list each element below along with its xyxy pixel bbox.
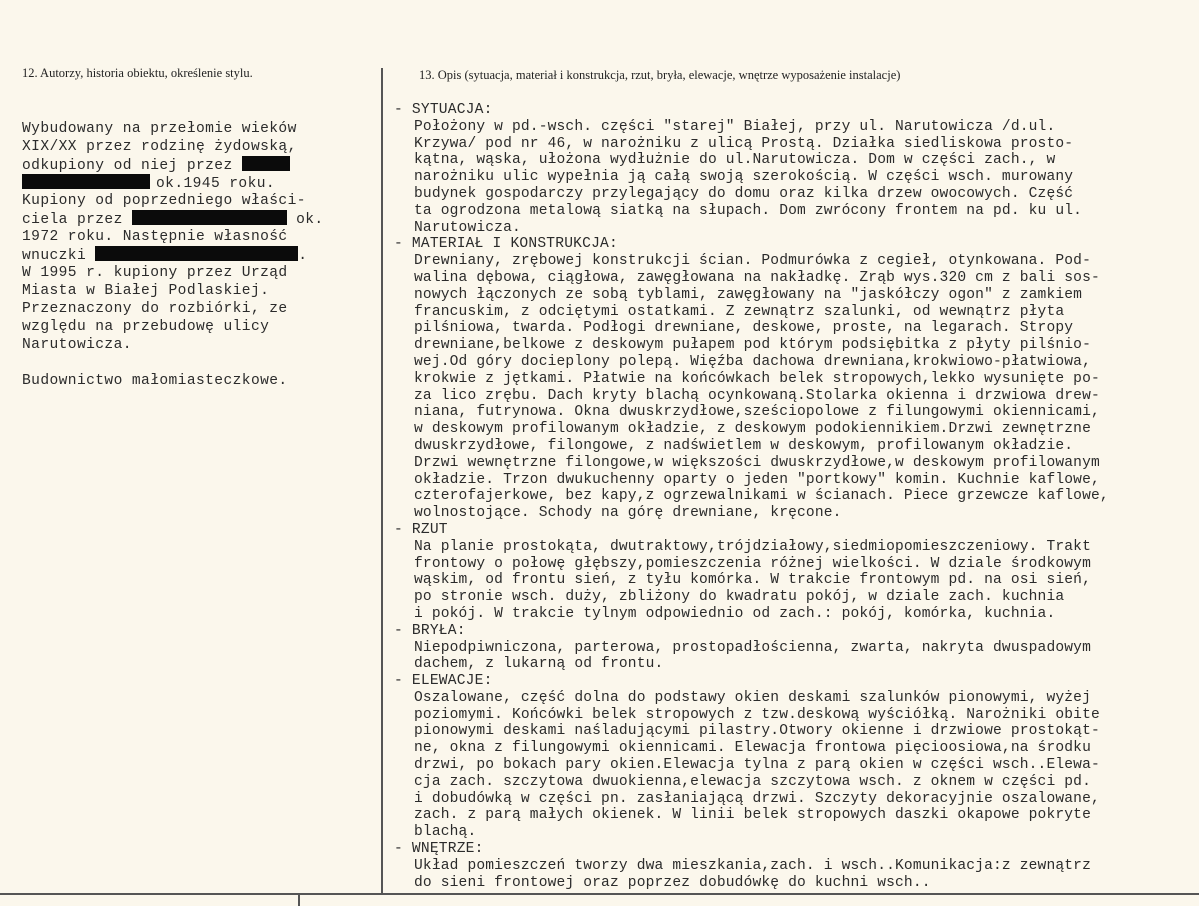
section-body-line: kątna, wąska, ułożona wydłużnie do ul.Narutowicza. Dom w części zach., w (414, 152, 1056, 169)
section-body-line: Niepodpiwniczona, parterowa, prostopadłościenna, zwarta, nakryta dwuspadowym (414, 639, 1091, 656)
section-body-line: ne, okna z filungowymi okiennicami. Elewacja frontowa pięcioosiowa,na środku (414, 740, 1091, 757)
history-line (22, 246, 372, 264)
history-line: względu na przebudowę ulicy (22, 319, 270, 335)
section-title: - WNĘTRZE: (394, 841, 484, 858)
section-body-line: ta ogrodzona metalową siatką na słupach. Dom zwrócony frontem na pd. ku ul. (414, 202, 1083, 219)
section-body-line: pilśniowa, twarda. Podłogi drewniane, deskowe, proste, na legarach. Stropy (414, 320, 1074, 337)
description-text (394, 102, 1194, 891)
history-line: 1972 roku. Następnie własność (22, 229, 288, 245)
section-13-heading: 13. Opis (sytuacja, materiał i konstrukcja, rzut, bryła, elewacje, wnętrze wyposażenie instalacje) (419, 68, 901, 82)
history-line: Przeznaczony do rozbiórki, ze (22, 301, 288, 317)
section-title: - ELEWACJE: (394, 673, 493, 690)
section-body-line: Układ pomieszczeń tworzy dwa mieszkania,zach. i wsch..Komunikacja:z zewnątrz (414, 857, 1091, 874)
section-body-line: Drzwi wewnętrzne filongowe,w większości dwuskrzydłowe,w deskowym profilowanym (414, 454, 1100, 471)
section-body-line: frontowy o połowę głębszy,pomieszczenia różnej wielkości. W dziale środkowym (414, 555, 1091, 572)
section-body-line: wej.Od góry docieplony polepą. Więźba dachowa drewniana,krokwiowo-płatwiowa, (414, 353, 1091, 370)
bottom-tick (298, 893, 300, 906)
history-line (22, 174, 372, 192)
section-body-line: narożniku ulic wypełnia ją całą swoją szerokością. W części wsch. murowany (414, 169, 1074, 186)
history-line: Miasta w Białej Podlaskiej. (22, 283, 270, 299)
section-title: - SYTUACJA: (394, 102, 493, 118)
history-line-text: ok. (286, 212, 324, 228)
section-title: - MATERIAŁ I KONSTRUKCJA: (394, 236, 618, 253)
section-body-line: blachą. (414, 824, 477, 841)
bottom-rule (0, 893, 1199, 895)
history-line-text: odkupiony od niej przez (22, 158, 242, 174)
history-line (22, 156, 372, 174)
section-body-line: Krzywa/ pod nr 46, w narożniku z ulicą Prostą. Działka siedliskowa prosto- (414, 135, 1074, 152)
section-12-heading: 12. Autorzy, historia obiektu, określenie stylu. (22, 66, 253, 80)
section-body-line: budynek gospodarczy przylegający do domu oraz kilka drzew owocowych. Część (414, 185, 1074, 202)
section-body-line: czterofajerkowe, bez kapy,z ogrzewalnikami w ścianach. Piece grzewcze kaflowe, (414, 488, 1109, 505)
redaction-block (132, 210, 287, 225)
history-line: Narutowicza. (22, 337, 132, 353)
section-body-line: Drewniany, zrębowej konstrukcji ścian. Podmurówka z cegieł, otynkowana. Pod- (414, 253, 1091, 270)
history-text (22, 120, 372, 390)
section-body-line: w deskowym profilowanym okładzie, z deskowym podokiennikiem.Drzwi zewnętrzne (414, 421, 1091, 438)
section-body-line: drewniane,belkowe z deskowym pułapem pod którym podsiębitka z płyty pilśnio- (414, 337, 1091, 354)
section-body-line: krokwie z jętkami. Płatwie na końcówkach belek stropowych,lekko wysunięte po- (414, 370, 1100, 387)
section-title: - RZUT (394, 521, 448, 538)
section-body-line: niana, futrynowa. Okna dwuskrzydłowe,sześciopolowe z filungowymi okiennicami, (414, 404, 1100, 421)
section-body-line: wolnostojące. Schody na górę drewniane, kręcone. (414, 505, 842, 522)
section-body-line: pionowymi deskami naśladującymi pilastry.Otwory okienne i drzwiowe prostokąt- (414, 723, 1100, 740)
history-line-text: . (298, 248, 308, 264)
history-line: Budownictwo małomiasteczkowe. (22, 373, 288, 389)
section-body-line: zach. z parą małych okienek. W linii belek stropowych daszki okapowe pokryte (414, 807, 1091, 824)
section-body-line: walina dębowa, ciągłowa, zawęgłowana na nakładkę. Zrąb wys.320 cm z bali sos- (414, 269, 1100, 286)
section-body-line: i dobudówką w części pn. zasłaniającą drzwi. Szczyty dekoracyjnie oszalowane, (414, 790, 1100, 807)
section-body-line: do sieni frontowej oraz poprzez dobudówkę do kuchni wsch.. (414, 874, 931, 891)
section-body-line: cja zach. szczytowa dwuokienna,elewacja szczytowa wsch. z oknem w części pd. (414, 773, 1091, 790)
history-line: Kupiony od poprzedniego właści- (22, 193, 306, 209)
section-body-line: Na planie prostokąta, dwutraktowy,trójdziałowy,siedmiopomieszczeniowy. Trakt (414, 538, 1091, 555)
history-line (22, 354, 372, 372)
section-body-line: po stronie wsch. duży, zbliżony do kwadratu pokój, w dziale zach. kuchnia (414, 589, 1065, 606)
history-line-text: ok.1945 roku. (156, 176, 276, 192)
section-body-line: dachem, z lukarną od frontu. (414, 656, 664, 673)
section-title: - BRYŁA: (394, 622, 466, 639)
history-line-text: wnuczki (22, 248, 96, 264)
section-body-line: dwuskrzydłowe, filongowe, z nadświetlem w deskowym, profilowanym okładzie. (414, 437, 1074, 454)
redaction-block (242, 156, 290, 171)
redaction-block (22, 174, 150, 189)
history-line: W 1995 r. kupiony przez Urząd (22, 265, 288, 281)
history-line (22, 210, 372, 228)
section-body-line: poziomymi. Końcówki belek stropowych z tzw.deskową wyściółką. Narożniki obite (414, 706, 1100, 723)
section-body-line: drzwi, po bokach pary okien.Elewacja tylna z parą okien w części wsch..Elewa- (414, 757, 1100, 774)
section-body-line: za lico zrębu. Dach kryty blachą ocynkowaną.Stolarka okienna i drzwiowa drew- (414, 387, 1100, 404)
section-body-line: i pokój. W trakcie tylnym odpowiednio od zach.: pokój, komórka, kuchnia. (414, 605, 1056, 622)
section-body-line: Oszalowane, część dolna do podstawy okien deskami szalunków pionowymi, wyżej (414, 689, 1091, 706)
section-body-line: okładzie. Trzon dwukuchenny oparty o jeden "portkowy" komin. Kuchnie kaflowe, (414, 471, 1100, 488)
section-body-line: Położony w pd.-wsch. części "starej" Białej, przy ul. Narutowicza /d.ul. (414, 118, 1056, 135)
history-line-text: ciela przez (22, 212, 132, 228)
redaction-block (95, 246, 298, 261)
history-line: Wybudowany na przełomie wieków (22, 121, 297, 137)
section-body-line: nowych łączonych ze sobą tyblami, zawęgłowany na "jaskółczy ogon" z zamkiem (414, 286, 1083, 303)
column-divider (381, 68, 383, 894)
section-body-line: Narutowicza. (414, 219, 521, 236)
section-body-line: francuskim, z odciętymi ostatkami. Z zewnątrz szalunki, od wewnątrz płyta (414, 303, 1065, 320)
section-body-line: wąskim, od frontu sień, z tyłu komórka. W trakcie frontowym pd. na osi sień, (414, 572, 1091, 589)
history-line: XIX/XX przez rodzinę żydowską, (22, 139, 297, 155)
